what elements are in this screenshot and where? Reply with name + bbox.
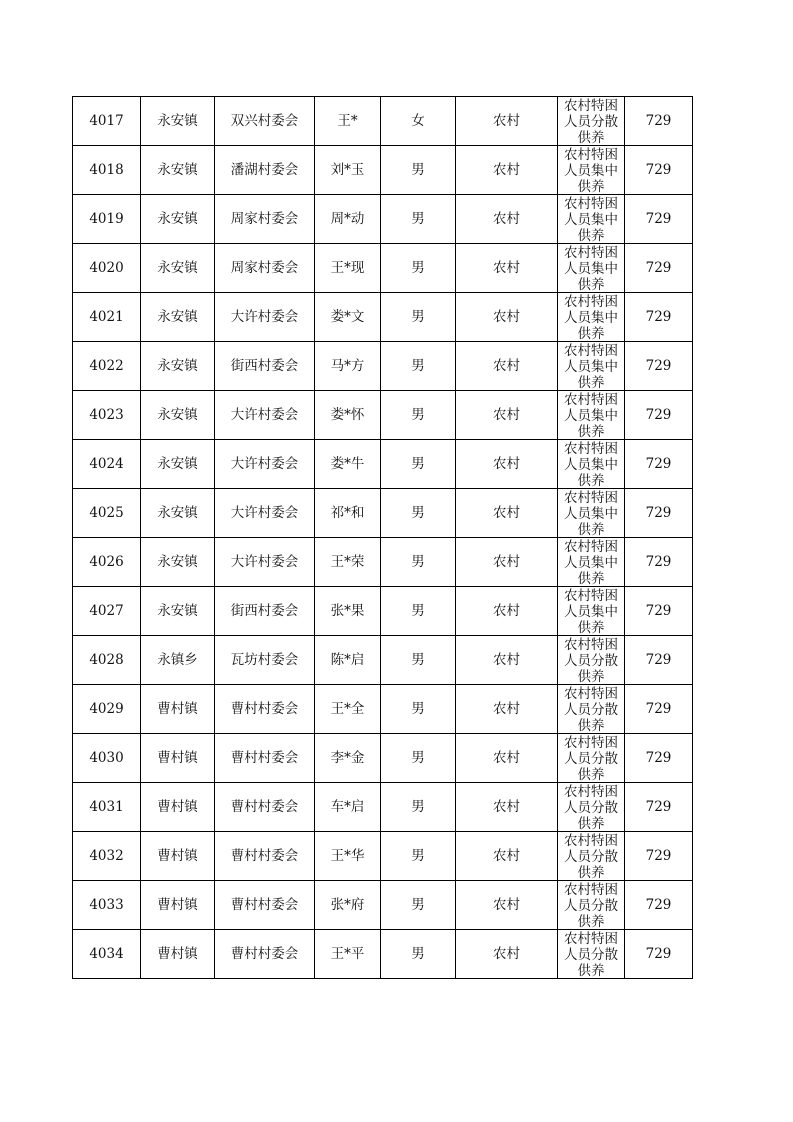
village-committee-cell: 周家村委会 (215, 195, 315, 244)
gender-cell: 男 (381, 832, 456, 881)
recipient-name-cell: 王*平 (315, 930, 381, 979)
recipient-name-cell: 王* (315, 97, 381, 146)
record-number-cell: 4028 (73, 636, 141, 685)
village-committee-cell: 双兴村委会 (215, 97, 315, 146)
area-type-cell: 农村 (456, 636, 558, 685)
village-committee-cell: 周家村委会 (215, 244, 315, 293)
table-body (73, 97, 693, 979)
amount-cell: 729 (625, 587, 693, 636)
support-category-text: 农村特困人员集中供养 (564, 391, 618, 439)
table-row (73, 832, 693, 881)
support-category-text: 农村特困人员集中供养 (564, 440, 618, 488)
support-category-text: 农村特困人员分散供养 (564, 734, 618, 782)
town-cell: 曹村镇 (141, 930, 215, 979)
area-type-cell: 农村 (456, 391, 558, 440)
record-number-cell: 4021 (73, 293, 141, 342)
record-number-cell: 4023 (73, 391, 141, 440)
town-cell: 永安镇 (141, 195, 215, 244)
town-cell: 永安镇 (141, 146, 215, 195)
record-number-cell: 4018 (73, 146, 141, 195)
support-category-cell (558, 293, 625, 342)
town-cell: 永安镇 (141, 587, 215, 636)
record-number-cell: 4022 (73, 342, 141, 391)
table-row (73, 685, 693, 734)
gender-cell: 男 (381, 489, 456, 538)
area-type-cell: 农村 (456, 587, 558, 636)
record-number-cell: 4032 (73, 832, 141, 881)
town-cell: 永安镇 (141, 293, 215, 342)
village-committee-cell: 潘湖村委会 (215, 146, 315, 195)
table-row (73, 97, 693, 146)
area-type-cell: 农村 (456, 489, 558, 538)
support-category-cell (558, 685, 625, 734)
amount-cell: 729 (625, 930, 693, 979)
town-cell: 永安镇 (141, 538, 215, 587)
amount-cell: 729 (625, 636, 693, 685)
support-category-text: 农村特困人员分散供养 (564, 97, 618, 145)
support-category-text: 农村特困人员分散供养 (564, 832, 618, 880)
recipient-name-cell: 车*启 (315, 783, 381, 832)
table-row (73, 930, 693, 979)
village-committee-cell: 曹村村委会 (215, 881, 315, 930)
area-type-cell: 农村 (456, 734, 558, 783)
gender-cell: 男 (381, 440, 456, 489)
support-category-text: 农村特困人员分散供养 (564, 783, 618, 831)
town-cell: 永安镇 (141, 97, 215, 146)
table-row (73, 636, 693, 685)
gender-cell: 男 (381, 391, 456, 440)
support-category-cell (558, 244, 625, 293)
support-category-text: 农村特困人员分散供养 (564, 881, 618, 929)
gender-cell: 男 (381, 293, 456, 342)
support-category-cell (558, 783, 625, 832)
recipient-name-cell: 祁*和 (315, 489, 381, 538)
village-committee-cell: 大许村委会 (215, 489, 315, 538)
area-type-cell: 农村 (456, 97, 558, 146)
town-cell: 永安镇 (141, 440, 215, 489)
support-category-text: 农村特困人员分散供养 (564, 685, 618, 733)
village-committee-cell: 大许村委会 (215, 440, 315, 489)
amount-cell: 729 (625, 195, 693, 244)
village-committee-cell: 曹村村委会 (215, 685, 315, 734)
table-row (73, 342, 693, 391)
gender-cell: 男 (381, 146, 456, 195)
amount-cell: 729 (625, 391, 693, 440)
area-type-cell: 农村 (456, 342, 558, 391)
recipient-name-cell: 李*金 (315, 734, 381, 783)
amount-cell: 729 (625, 342, 693, 391)
support-category-text: 农村特困人员集中供养 (564, 489, 618, 537)
support-category-cell (558, 97, 625, 146)
gender-cell: 男 (381, 636, 456, 685)
village-committee-cell: 曹村村委会 (215, 930, 315, 979)
recipient-name-cell: 周*动 (315, 195, 381, 244)
record-number-cell: 4026 (73, 538, 141, 587)
recipient-name-cell: 马*方 (315, 342, 381, 391)
record-number-cell: 4024 (73, 440, 141, 489)
record-number-cell: 4019 (73, 195, 141, 244)
village-committee-cell: 大许村委会 (215, 293, 315, 342)
record-number-cell: 4030 (73, 734, 141, 783)
recipient-name-cell: 娄*怀 (315, 391, 381, 440)
support-category-cell (558, 195, 625, 244)
recipient-name-cell: 王*现 (315, 244, 381, 293)
amount-cell: 729 (625, 685, 693, 734)
support-category-cell (558, 342, 625, 391)
amount-cell: 729 (625, 293, 693, 342)
record-number-cell: 4017 (73, 97, 141, 146)
amount-cell: 729 (625, 440, 693, 489)
recipient-name-cell: 陈*启 (315, 636, 381, 685)
amount-cell: 729 (625, 832, 693, 881)
area-type-cell: 农村 (456, 930, 558, 979)
area-type-cell: 农村 (456, 440, 558, 489)
area-type-cell: 农村 (456, 195, 558, 244)
village-committee-cell: 曹村村委会 (215, 783, 315, 832)
village-committee-cell: 大许村委会 (215, 538, 315, 587)
recipient-name-cell: 娄*牛 (315, 440, 381, 489)
gender-cell: 男 (381, 195, 456, 244)
gender-cell: 男 (381, 881, 456, 930)
area-type-cell: 农村 (456, 293, 558, 342)
gender-cell: 男 (381, 587, 456, 636)
village-committee-cell: 大许村委会 (215, 391, 315, 440)
support-category-text: 农村特困人员集中供养 (564, 293, 618, 341)
gender-cell: 男 (381, 930, 456, 979)
gender-cell: 男 (381, 244, 456, 293)
village-committee-cell: 曹村村委会 (215, 832, 315, 881)
support-category-text: 农村特困人员集中供养 (564, 538, 618, 586)
support-category-text: 农村特困人员集中供养 (564, 587, 618, 635)
table-row (73, 244, 693, 293)
support-category-cell (558, 146, 625, 195)
area-type-cell: 农村 (456, 832, 558, 881)
table-row (73, 146, 693, 195)
amount-cell: 729 (625, 97, 693, 146)
table-row (73, 440, 693, 489)
support-category-cell (558, 930, 625, 979)
gender-cell: 男 (381, 783, 456, 832)
amount-cell: 729 (625, 783, 693, 832)
record-number-cell: 4020 (73, 244, 141, 293)
table-row (73, 734, 693, 783)
record-number-cell: 4034 (73, 930, 141, 979)
recipient-name-cell: 王*全 (315, 685, 381, 734)
support-category-text: 农村特困人员分散供养 (564, 636, 618, 684)
area-type-cell: 农村 (456, 146, 558, 195)
support-category-text: 农村特困人员集中供养 (564, 342, 618, 390)
town-cell: 曹村镇 (141, 685, 215, 734)
gender-cell: 男 (381, 342, 456, 391)
support-category-cell (558, 636, 625, 685)
support-category-cell (558, 440, 625, 489)
village-committee-cell: 曹村村委会 (215, 734, 315, 783)
village-committee-cell: 街西村委会 (215, 342, 315, 391)
record-number-cell: 4031 (73, 783, 141, 832)
relief-recipients-table (72, 96, 693, 979)
table-row (73, 881, 693, 930)
support-category-text: 农村特困人员集中供养 (564, 244, 618, 292)
support-category-cell (558, 832, 625, 881)
record-number-cell: 4027 (73, 587, 141, 636)
amount-cell: 729 (625, 146, 693, 195)
area-type-cell: 农村 (456, 881, 558, 930)
support-category-text: 农村特困人员集中供养 (564, 195, 618, 243)
area-type-cell: 农村 (456, 783, 558, 832)
recipient-name-cell: 王*华 (315, 832, 381, 881)
town-cell: 曹村镇 (141, 783, 215, 832)
gender-cell: 男 (381, 734, 456, 783)
gender-cell: 男 (381, 538, 456, 587)
recipient-name-cell: 娄*文 (315, 293, 381, 342)
area-type-cell: 农村 (456, 685, 558, 734)
town-cell: 永安镇 (141, 244, 215, 293)
recipient-name-cell: 刘*玉 (315, 146, 381, 195)
table-row (73, 489, 693, 538)
table-row (73, 587, 693, 636)
recipient-name-cell: 张*府 (315, 881, 381, 930)
amount-cell: 729 (625, 489, 693, 538)
area-type-cell: 农村 (456, 244, 558, 293)
table-row (73, 538, 693, 587)
recipient-name-cell: 张*果 (315, 587, 381, 636)
support-category-cell (558, 538, 625, 587)
support-category-cell (558, 391, 625, 440)
gender-cell: 女 (381, 97, 456, 146)
support-category-cell (558, 587, 625, 636)
town-cell: 曹村镇 (141, 832, 215, 881)
town-cell: 永安镇 (141, 342, 215, 391)
amount-cell: 729 (625, 538, 693, 587)
village-committee-cell: 瓦坊村委会 (215, 636, 315, 685)
town-cell: 永安镇 (141, 489, 215, 538)
record-number-cell: 4029 (73, 685, 141, 734)
town-cell: 曹村镇 (141, 881, 215, 930)
table-row (73, 293, 693, 342)
village-committee-cell: 街西村委会 (215, 587, 315, 636)
table-row (73, 391, 693, 440)
record-number-cell: 4025 (73, 489, 141, 538)
area-type-cell: 农村 (456, 538, 558, 587)
table-row (73, 195, 693, 244)
support-category-text: 农村特困人员分散供养 (564, 930, 618, 978)
support-category-cell (558, 734, 625, 783)
town-cell: 曹村镇 (141, 734, 215, 783)
record-number-cell: 4033 (73, 881, 141, 930)
support-category-text: 农村特困人员集中供养 (564, 146, 618, 194)
support-category-cell (558, 489, 625, 538)
gender-cell: 男 (381, 685, 456, 734)
town-cell: 永安镇 (141, 391, 215, 440)
amount-cell: 729 (625, 734, 693, 783)
support-category-cell (558, 881, 625, 930)
amount-cell: 729 (625, 881, 693, 930)
table-row (73, 783, 693, 832)
town-cell: 永镇乡 (141, 636, 215, 685)
recipient-name-cell: 王*荣 (315, 538, 381, 587)
amount-cell: 729 (625, 244, 693, 293)
